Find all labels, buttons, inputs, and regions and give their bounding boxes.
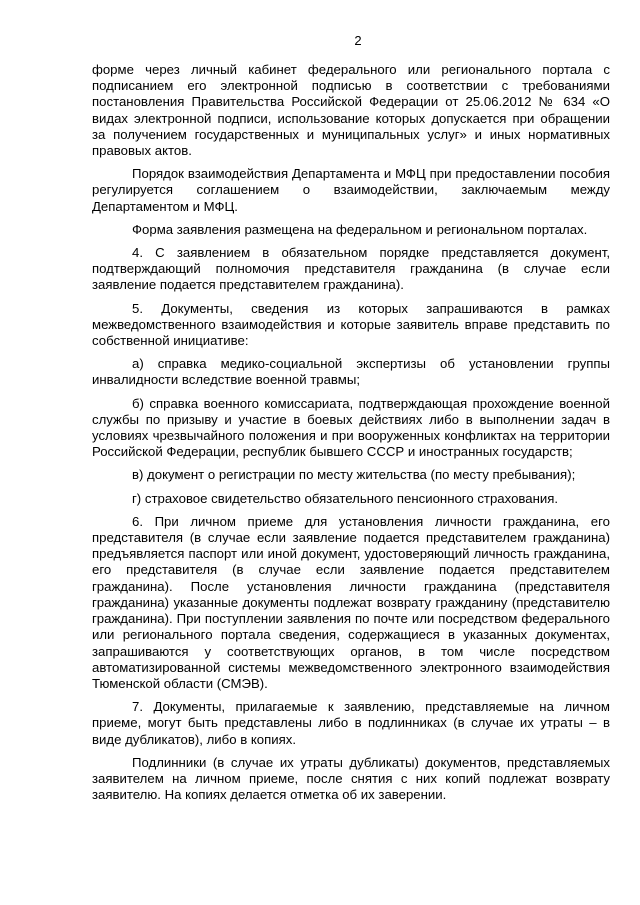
paragraph-item-7: 7. Документы, прилагаемые к заявлению, представляемые на личном приеме, могут быть представлены либо в подлинниках (в случае их утраты – в виде дубликатов), либо в копиях. xyxy=(92,699,610,747)
paragraph-originals: Подлинники (в случае их утраты дубликаты) документов, представляемых заявителем на личном приеме, после снятия с них копий подлежат возврату заявителю. На копиях делается отметка об их заверении. xyxy=(92,754,610,803)
paragraph-item-6: 6. При личном приеме для установления личности гражданина, его представителя (в случае если заявление подается представителем гражданина) предъявляется паспорт или иной документ, удостоверяющий личность гражданина, его представителя (в случае если заявление подается представителем гражданина). После установления личности гражданина (представителя гражданина) указанные документы подлежат возврату гражданину (представителю гражданина). При поступлении заявления по почте или посредством федерального или регионального портала сведения, содержащиеся в указанных документах, запрашиваются у соответствующих органов, в том числе посредством автоматизированной системы межведомственного электронного взаимодействия Тюменской области (СМЭВ). xyxy=(92,513,610,691)
page-number: 2 xyxy=(354,33,362,48)
paragraph-item-5: 5. Документы, сведения из которых запрашиваются в рамках межведомственного взаимодействия и которые заявитель вправе представить по собственной инициативе: xyxy=(92,300,610,349)
paragraph-signature-submission: форме через личный кабинет федерального или регионального портала с подписанием его электронной подписью в соответствии с требованиями постановления Правительства Российской Федерации от 25.06.2012 № 634 «О видах электронной подписи, использование которых допускается при обращении за получением государственных и муниципальных услуг» и иных нормативных правовых актов. xyxy=(92,62,610,159)
paragraph-interaction-procedure: Порядок взаимодействия Департамента и МФЦ при предоставлении пособия регулируется соглашением о взаимодействии, заключаемым между Департаментом и МФЦ. xyxy=(92,166,610,214)
paragraph-item-5v: в) документ о регистрации по месту жительства (по месту пребывания); xyxy=(132,467,576,483)
paragraph-item-5b: б) справка военного комиссариата, подтверждающая прохождение военной службы по призыву и участие в боевых действиях либо в выполнении задач в условиях чрезвычайного положения и при вооруженных конфликтах на территории Российской Федерации, республик бывшего СССР и иностранных государств; xyxy=(92,395,610,460)
paragraph-application-form: Форма заявления размещена на федеральном и региональном порталах. xyxy=(132,221,588,237)
paragraph-item-4: 4. С заявлением в обязательном порядке представляется документ, подтверждающий полномочия представителя гражданина (в случае если заявление подается представителем гражданина). xyxy=(92,245,610,293)
paragraph-item-5g: г) страховое свидетельство обязательного пенсионного страхования. xyxy=(132,490,559,506)
paragraph-item-5a: а) справка медико-социальной экспертизы об установлении группы инвалидности вследствие военной травмы; xyxy=(92,356,610,388)
